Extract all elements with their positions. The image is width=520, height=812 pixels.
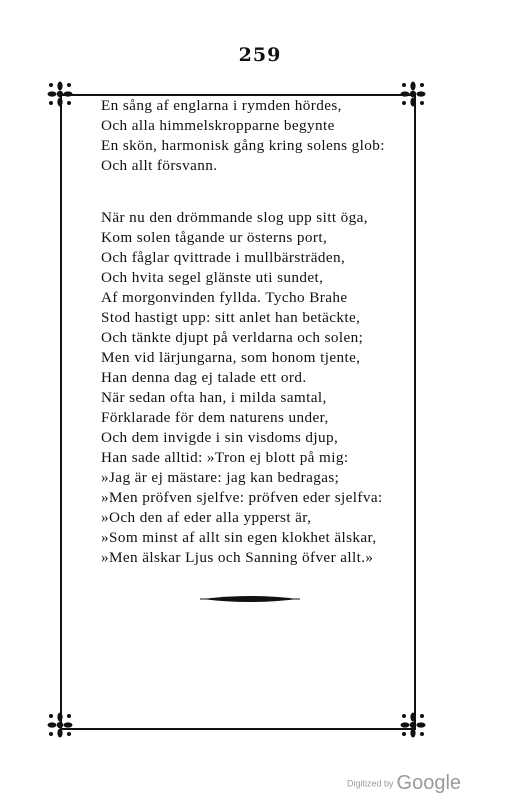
poem-line: »Jag är ej mästare: jag kan bedragas;: [101, 469, 340, 486]
poem-line: »Men älskar Ljus och Sanning öfver allt.»: [101, 549, 374, 566]
poem-line: Och fåglar qvittrade i mullbärsträden,: [101, 249, 346, 266]
digitized-by-google-watermark: [347, 772, 461, 795]
poem-line: När nu den drömmande slog upp sitt öga,: [101, 209, 368, 226]
page-number: 259: [238, 44, 282, 66]
poem-line: Men vid lärjungarna, som honom tjente,: [101, 349, 361, 366]
poem-line: Och allt försvann.: [101, 157, 218, 174]
poem-line: Förklarade för dem naturens under,: [101, 409, 329, 426]
poem-line: Och alla himmelskropparne begynte: [101, 117, 335, 134]
floral-corner-icon: [43, 708, 77, 742]
poem-line: När sedan ofta han, i milda samtal,: [101, 389, 327, 406]
poem-line: Han denna dag ej talade ett ord.: [101, 369, 307, 386]
ornamental-divider-icon: [200, 593, 300, 605]
watermark-prefix: Digitized by: [347, 778, 394, 789]
poem-line: Och dem invigde i sin visdoms djup,: [101, 429, 339, 446]
poem-line: »Och den af eder alla ypperst är,: [101, 509, 312, 526]
poem-line: Och tänkte djupt på verldarna och solen;: [101, 329, 364, 346]
floral-corner-icon: [396, 708, 430, 742]
poem-line: »Som minst af allt sin egen klokhet älskar,: [101, 529, 377, 546]
poem-stanza: [101, 208, 431, 568]
poem-line: »Men pröfven sjelfve: pröfven eder sjelfva:: [101, 489, 383, 506]
poem-line: Kom solen tågande ur österns port,: [101, 229, 328, 246]
watermark-brand: Google: [396, 772, 462, 794]
poem-line: Stod hastigt upp: sitt anlet han betäckte,: [101, 309, 361, 326]
poem-line: Han sade alltid: »Tron ej blott på mig:: [101, 449, 349, 466]
poem-stanza: [101, 96, 431, 176]
poem-line: En sång af englarna i rymden hördes,: [101, 97, 342, 114]
poem-line: Af morgonvinden fyllda. Tycho Brahe: [101, 289, 348, 306]
poem-line: En skön, harmonisk gång kring solens glob:: [101, 137, 385, 154]
floral-corner-icon: [43, 77, 77, 111]
poem-line: Och hvita segel glänste uti sundet,: [101, 269, 324, 286]
